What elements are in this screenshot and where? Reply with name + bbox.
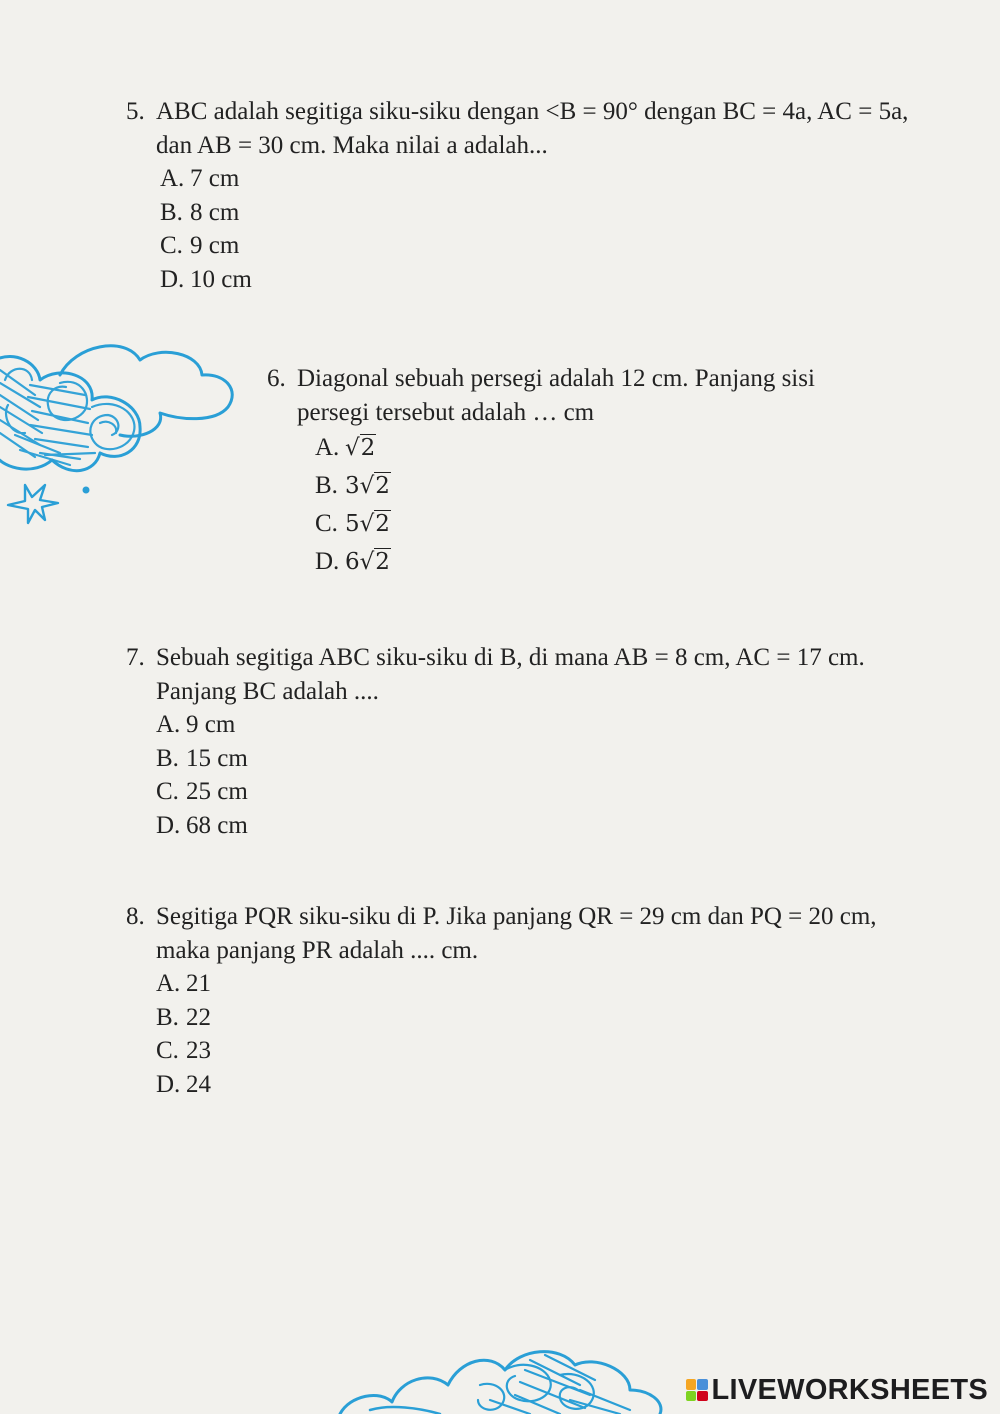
option-text: 68 cm bbox=[186, 811, 248, 839]
answer-options bbox=[126, 967, 926, 1101]
option-text: 10 cm bbox=[190, 265, 252, 293]
option-letter: D. bbox=[156, 811, 181, 839]
option-letter: C. bbox=[315, 510, 338, 537]
logo-square-3 bbox=[686, 1391, 697, 1402]
cloud-doodle-icon bbox=[330, 1340, 670, 1414]
answer-option-b[interactable] bbox=[160, 196, 926, 230]
answer-options bbox=[126, 708, 926, 842]
answer-option-b[interactable] bbox=[315, 467, 887, 505]
square-root bbox=[360, 505, 391, 543]
question-stem bbox=[126, 95, 926, 162]
question-text: Segitiga PQR siku-siku di P. Jika panjang QR = 29 cm dan PQ = 20 cm, maka panjang PR adalah .... cm. bbox=[156, 903, 877, 964]
answer-option-a[interactable] bbox=[156, 708, 926, 742]
question-stem bbox=[126, 641, 926, 708]
answer-option-c[interactable] bbox=[156, 775, 926, 809]
option-letter: B. bbox=[160, 198, 183, 226]
question-8 bbox=[126, 900, 926, 1101]
option-letter: D. bbox=[160, 265, 185, 293]
option-math bbox=[345, 473, 391, 499]
option-letter: B. bbox=[315, 472, 338, 499]
question-5 bbox=[126, 95, 926, 296]
question-7 bbox=[126, 641, 926, 842]
option-text: 25 cm bbox=[186, 778, 248, 805]
option-math bbox=[345, 549, 391, 575]
question-number: 7. bbox=[126, 644, 145, 671]
logo-square-2 bbox=[697, 1379, 708, 1390]
liveworksheets-logo-icon bbox=[686, 1379, 708, 1401]
question-number: 5. bbox=[126, 98, 145, 125]
option-letter: A. bbox=[156, 711, 181, 738]
question-stem bbox=[267, 362, 887, 429]
question-text: Diagonal sebuah persegi adalah 12 cm. Panjang sisi persegi tersebut adalah … cm bbox=[297, 365, 815, 426]
radical-sign-icon: √ bbox=[359, 473, 375, 499]
option-letter: A. bbox=[160, 165, 185, 192]
answer-option-a[interactable] bbox=[156, 967, 926, 1001]
answer-option-a[interactable] bbox=[160, 162, 926, 196]
option-text: 21 bbox=[186, 970, 211, 997]
option-letter: B. bbox=[156, 1003, 179, 1031]
option-text: 23 bbox=[186, 1037, 211, 1064]
answer-option-d[interactable] bbox=[156, 809, 926, 843]
option-letter: C. bbox=[160, 232, 183, 259]
answer-option-d[interactable] bbox=[160, 263, 926, 297]
option-math bbox=[345, 511, 391, 537]
logo-square-1 bbox=[686, 1379, 697, 1390]
answer-options bbox=[126, 162, 926, 296]
option-letter: A. bbox=[156, 970, 181, 997]
square-root bbox=[345, 429, 376, 467]
option-letter: A. bbox=[315, 434, 340, 461]
question-6 bbox=[267, 362, 887, 581]
answer-options bbox=[267, 429, 887, 581]
option-text: 22 bbox=[186, 1003, 211, 1031]
radical-sign-icon: √ bbox=[359, 549, 375, 575]
radicand: 2 bbox=[360, 435, 376, 461]
option-text: 9 cm bbox=[186, 711, 236, 738]
question-number: 6. bbox=[267, 365, 286, 392]
coefficient: 5 bbox=[345, 511, 360, 537]
answer-option-a[interactable] bbox=[315, 429, 887, 467]
coefficient: 6 bbox=[345, 549, 360, 575]
radicand: 2 bbox=[375, 549, 390, 575]
square-root bbox=[360, 467, 391, 505]
cloud-doodle-icon bbox=[0, 335, 250, 535]
option-letter: C. bbox=[156, 778, 179, 805]
option-text: 24 bbox=[186, 1070, 211, 1098]
question-text: ABC adalah segitiga siku-siku dengan <B = 90° dengan BC = 4a, AC = 5a, dan AB = 30 cm. Maka nilai a adalah... bbox=[156, 98, 909, 159]
question-stem bbox=[126, 900, 926, 967]
option-math bbox=[345, 435, 376, 461]
answer-option-b[interactable] bbox=[156, 1001, 926, 1035]
square-root bbox=[360, 543, 391, 581]
option-letter: D. bbox=[156, 1070, 181, 1098]
logo-text: LIVEWORKSHEETS bbox=[711, 1373, 988, 1406]
question-text: Sebuah segitiga ABC siku-siku di B, di mana AB = 8 cm, AC = 17 cm. Panjang BC adalah .... bbox=[156, 644, 865, 705]
option-text: 15 cm bbox=[186, 744, 248, 772]
answer-option-c[interactable] bbox=[160, 229, 926, 263]
logo-square-4 bbox=[697, 1391, 708, 1402]
option-letter: B. bbox=[156, 744, 179, 772]
option-letter: D. bbox=[315, 548, 340, 575]
option-text: 9 cm bbox=[190, 232, 240, 259]
radical-sign-icon: √ bbox=[345, 435, 360, 461]
option-text: 8 cm bbox=[190, 198, 240, 226]
answer-option-d[interactable] bbox=[156, 1068, 926, 1102]
radical-sign-icon: √ bbox=[359, 511, 375, 537]
question-number: 8. bbox=[126, 903, 145, 930]
radicand: 2 bbox=[375, 511, 390, 537]
option-letter: C. bbox=[156, 1037, 179, 1064]
option-text: 7 cm bbox=[190, 165, 240, 192]
answer-option-d[interactable] bbox=[315, 543, 887, 581]
liveworksheets-logo[interactable] bbox=[686, 1372, 989, 1408]
answer-option-c[interactable] bbox=[156, 1034, 926, 1068]
coefficient: 3 bbox=[345, 473, 360, 499]
radicand: 2 bbox=[375, 473, 390, 499]
answer-option-b[interactable] bbox=[156, 742, 926, 776]
answer-option-c[interactable] bbox=[315, 505, 887, 543]
